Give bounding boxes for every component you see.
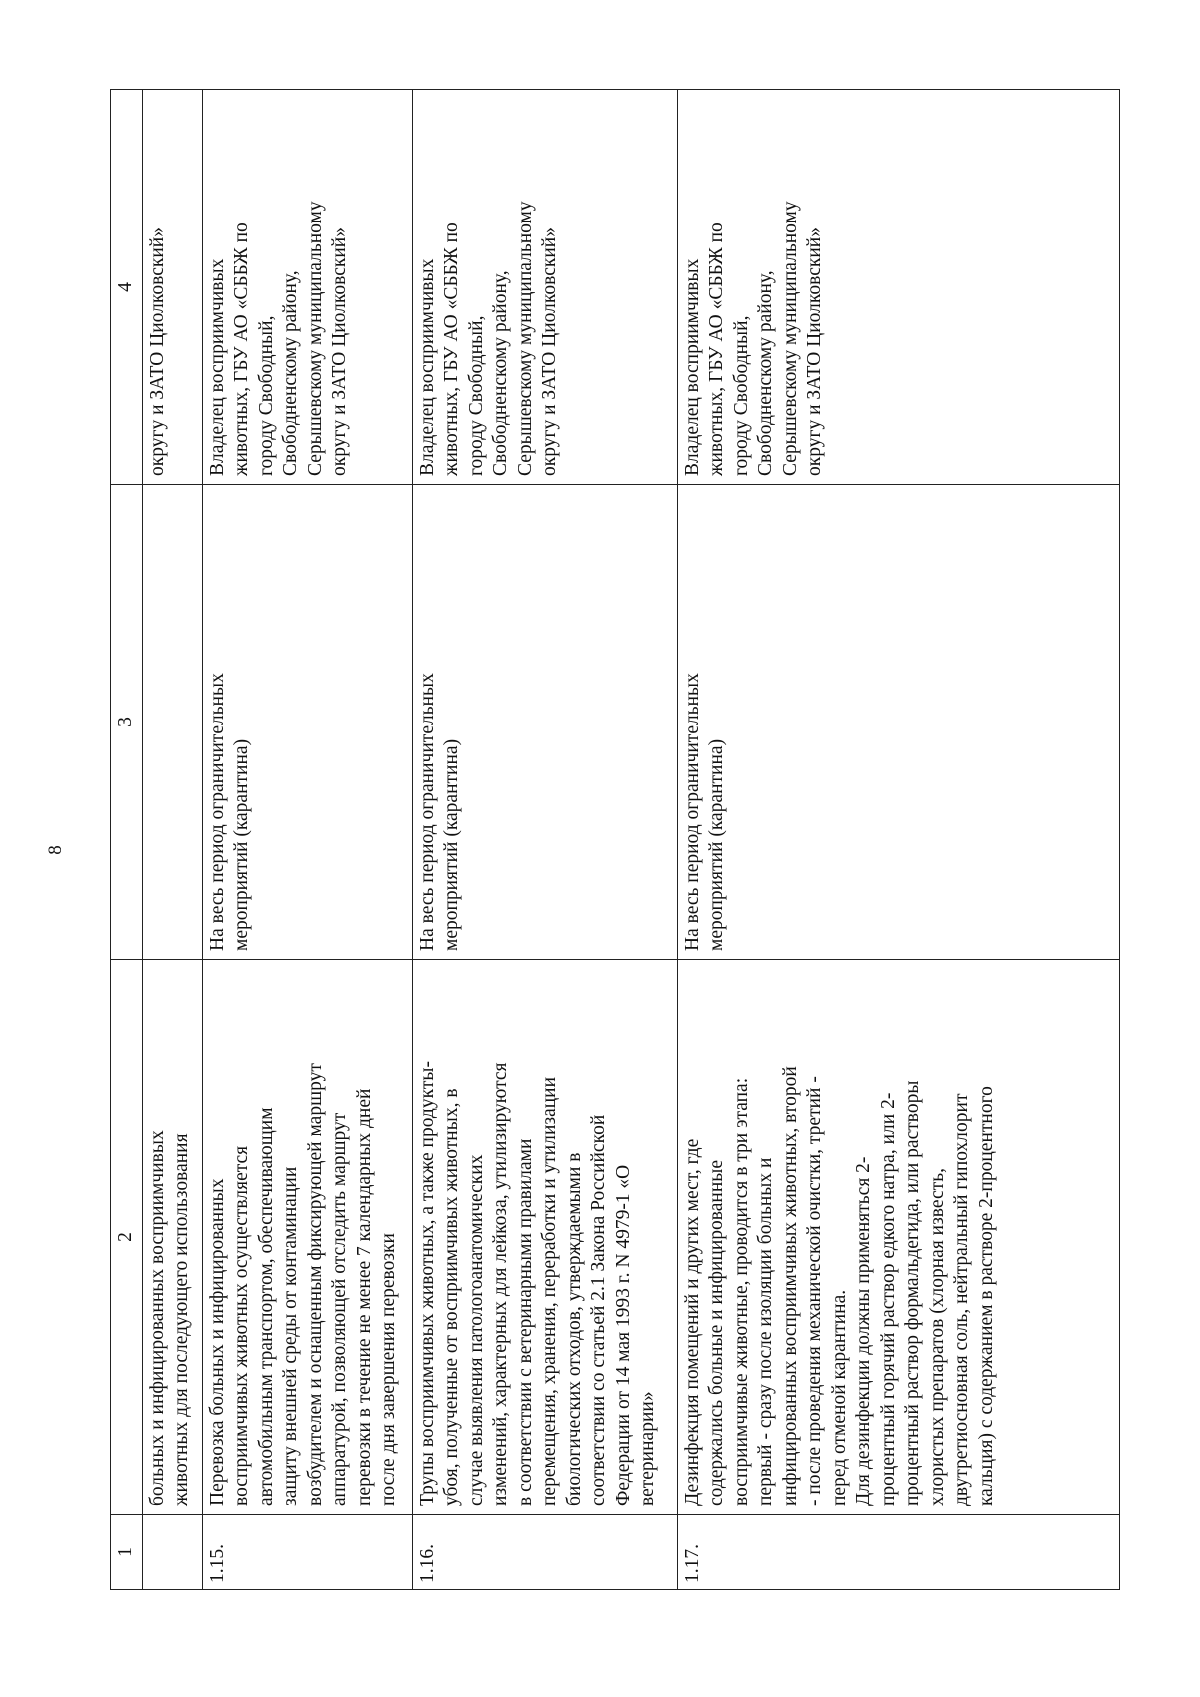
column-header-3: 3 <box>111 485 143 960</box>
measure-cell: Перевозка больных и инфицированных восприимчивых животных осуществляется автомобильным транспортом, обеспечивающим защиту внешней среды от контаминации возбудителем и оснащенным фиксирующей маршрут аппаратурой, позволяющей отследить маршрут перевозки в течение не менее 7 календарных дней после дня завершения перевозки <box>202 960 412 1515</box>
column-header-2: 2 <box>111 960 143 1515</box>
rotated-table-frame <box>110 90 1120 1590</box>
period-cell <box>142 485 202 960</box>
responsible-cell: округу и ЗАТО Циолковский» <box>142 90 202 485</box>
row-number: 1.17. <box>677 1515 1120 1590</box>
row-number: 1.16. <box>412 1515 677 1590</box>
measure-cell: больных и инфицированных восприимчивых животных для последующего использования <box>142 960 202 1515</box>
measure-cell: Дезинфекция помещений и других мест, где содержались больные и инфицированные восприимчивые животные, проводится в три этапа: первый - сразу после изоляции больных и инфицированных восприимчивых животных, второй - после проведения механической очистки, третий - перед отменой карантина. Для дезинфекции должны применяться 2- процентный горячий раствор едкого натра, или 2- процентный раствор формальдегида, или растворы хлористых препаратов (хлорная известь, двутретиосновная соль, нейтральный гипохлорит кальция) с содержанием в растворе 2-процентного <box>677 960 1120 1515</box>
responsible-cell: Владелец восприимчивых животных, ГБУ АО «СББЖ по городу Свободный, Свободненскому району, Серышевскому муниципальному округу и ЗАТО Циолковский» <box>677 90 1120 485</box>
period-cell: На весь период ограничительных мероприятий (карантина) <box>202 485 412 960</box>
column-header-4: 4 <box>111 90 143 485</box>
row-number: 1.15. <box>202 1515 412 1590</box>
table-row <box>412 90 677 1590</box>
table-row <box>677 90 1120 1590</box>
table-row <box>142 90 202 1590</box>
responsible-cell: Владелец восприимчивых животных, ГБУ АО «СББЖ по городу Свободный, Свободненскому району, Серышевскому муниципальному округу и ЗАТО Циолковский» <box>202 90 412 485</box>
responsible-cell: Владелец восприимчивых животных, ГБУ АО «СББЖ по городу Свободный, Свободненскому району, Серышевскому муниципальному округу и ЗАТО Циолковский» <box>412 90 677 485</box>
measure-cell: Трупы восприимчивых животных, а также продукты- убоя, полученные от восприимчивых животных, в случае выявления патологоанатомических изменений, характерных для лейкоза, утилизируются в соответствии с ветеринарными правилами перемещения, хранения, переработки и утилизации биологических отходов, утверждаемыми в соответствии со статьей 2.1 Закона Российской Федерации от 14 мая 1993 г. N 4979-1 «О ветеринарии» <box>412 960 677 1515</box>
header-row <box>111 90 143 1590</box>
measures-table <box>110 89 1120 1590</box>
period-cell: На весь период ограничительных мероприятий (карантина) <box>677 485 1120 960</box>
row-number <box>142 1515 202 1590</box>
table-row <box>202 90 412 1590</box>
page-number: 8 <box>45 845 66 855</box>
column-header-1: 1 <box>111 1515 143 1590</box>
period-cell: На весь период ограничительных мероприятий (карантина) <box>412 485 677 960</box>
